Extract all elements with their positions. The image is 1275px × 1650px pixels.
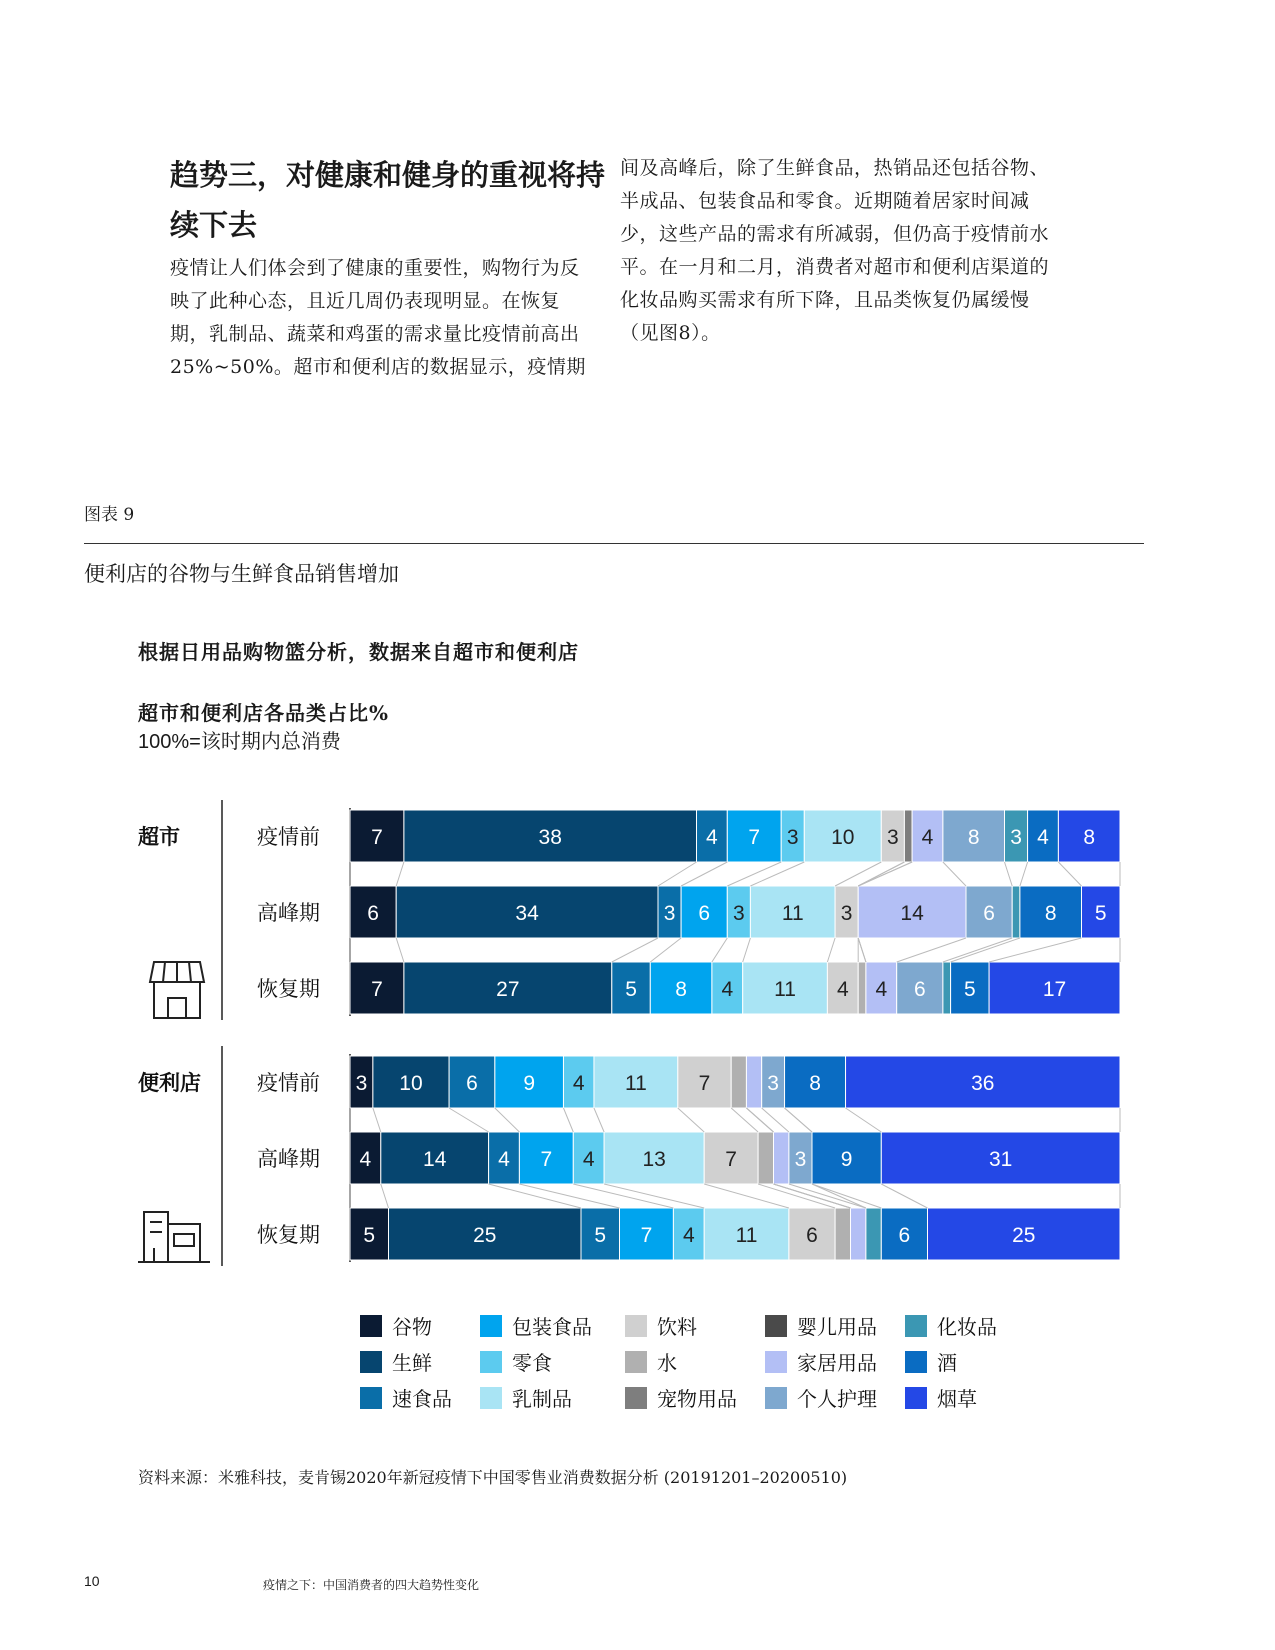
legend-label: 个人护理 bbox=[797, 1387, 877, 1410]
legend-label: 宠物用品 bbox=[657, 1387, 737, 1410]
body-paragraph-left: 疫情让人们体会到了健康的重要性，购物行为反映了此种心态，且近几周仍表现明显。在恢复期，乳制品、蔬菜和鸡蛋的需求量比疫情前高出25%~50%。超市和便利店的数据显示，疫情期 bbox=[170, 257, 586, 378]
segment-value-label: 7 bbox=[748, 826, 761, 849]
segment-value-label: 25 bbox=[1012, 1224, 1036, 1247]
bar-segment bbox=[1012, 886, 1020, 938]
row-label: 高峰期 bbox=[257, 1147, 320, 1171]
segment-value-label: 3 bbox=[840, 902, 853, 925]
segment-value-label: 3 bbox=[355, 1072, 368, 1095]
segment-value-label: 3 bbox=[767, 1072, 779, 1095]
connector-line bbox=[881, 1184, 927, 1208]
supermarket-icon bbox=[150, 962, 204, 1018]
connector-line bbox=[1005, 862, 1013, 886]
legend-swatch bbox=[765, 1387, 787, 1409]
row-label: 疫情前 bbox=[257, 825, 320, 849]
segment-value-label: 7 bbox=[371, 978, 383, 1001]
segment-value-label: 4 bbox=[721, 978, 734, 1001]
group-label: 便利店 bbox=[138, 1070, 201, 1095]
connector-line bbox=[712, 938, 727, 962]
connector-line bbox=[704, 1184, 789, 1208]
connector-line bbox=[1020, 862, 1028, 886]
legend-swatch bbox=[360, 1351, 382, 1373]
footer-title: 疫情之下：中国消费者的四大趋势性变化 bbox=[263, 1578, 480, 1592]
segment-value-label: 14 bbox=[423, 1148, 447, 1171]
segment-value-label: 7 bbox=[640, 1224, 653, 1247]
segment-value-label: 13 bbox=[642, 1148, 666, 1171]
segment-value-label: 11 bbox=[624, 1072, 647, 1095]
bar-segment bbox=[774, 1132, 789, 1184]
section-heading: 趋势三，对健康和健身的重视将持续下去 bbox=[170, 158, 606, 242]
segment-value-label: 36 bbox=[971, 1072, 995, 1095]
connector-line bbox=[951, 938, 1020, 962]
legend-swatch bbox=[625, 1351, 647, 1373]
segment-value-label: 10 bbox=[831, 826, 855, 849]
segment-value-label: 4 bbox=[572, 1072, 585, 1095]
connector-line bbox=[943, 862, 966, 886]
row-label: 恢复期 bbox=[257, 1223, 320, 1247]
segment-value-label: 38 bbox=[538, 826, 562, 849]
row-label: 恢复期 bbox=[257, 977, 320, 1001]
legend-label: 乳制品 bbox=[512, 1387, 572, 1410]
connector-line bbox=[681, 862, 727, 886]
segment-value-label: 7 bbox=[698, 1072, 711, 1095]
segment-value-label: 7 bbox=[371, 826, 383, 849]
connector-line bbox=[594, 1108, 604, 1132]
source-note: 资料来源：米雅科技，麦肯锡2020年新冠疫情下中国零售业消费数据分析 (20191201–20200510) bbox=[138, 1468, 848, 1487]
connector-line bbox=[727, 862, 781, 886]
segment-value-label: 5 bbox=[1094, 902, 1107, 925]
segment-value-label: 5 bbox=[964, 978, 976, 1001]
figure-title: 便利店的谷物与生鲜食品销售增加 bbox=[84, 562, 399, 586]
body-paragraph-right: 间及高峰后，除了生鲜食品，热销品还包括谷物、半成品、包装食品和零食。近期随着居家时间减少，这些产品的需求有所减弱，但仍高于疫情前水平。在一月和二月，消费者对超市和便利店渠道的化妆品购买需求有所下降，且品类恢复仍属缓慢（见图8）。 bbox=[620, 157, 1050, 344]
legend-label: 零食 bbox=[512, 1351, 552, 1375]
segment-value-label: 3 bbox=[733, 902, 745, 925]
connector-line bbox=[846, 1108, 882, 1132]
connector-line bbox=[396, 862, 404, 886]
segment-value-label: 6 bbox=[913, 978, 926, 1001]
segment-value-label: 3 bbox=[794, 1148, 807, 1171]
connector-line bbox=[750, 862, 804, 886]
connector-line bbox=[743, 938, 751, 962]
connector-line bbox=[449, 1108, 488, 1132]
legend-label: 谷物 bbox=[392, 1315, 432, 1339]
segment-value-label: 4 bbox=[582, 1148, 595, 1171]
stacked-bar-chart bbox=[0, 760, 1275, 1410]
row-label: 高峰期 bbox=[257, 901, 320, 925]
chart-title: 根据日用品购物篮分析，数据来自超市和便利店 bbox=[138, 640, 579, 664]
chart-subtitle-note: 100%=该时期内总消费 bbox=[138, 731, 341, 753]
bar-segment bbox=[904, 810, 912, 862]
legend-label: 化妆品 bbox=[937, 1315, 997, 1339]
figure-label: 图表 9 bbox=[84, 505, 135, 525]
bar-segment bbox=[866, 1208, 881, 1260]
connector-line bbox=[785, 1108, 812, 1132]
connector-line bbox=[658, 862, 697, 886]
legend-label: 水 bbox=[657, 1351, 677, 1375]
legend-swatch bbox=[480, 1351, 502, 1373]
connector-line bbox=[381, 1184, 389, 1208]
connector-line bbox=[563, 1108, 573, 1132]
connector-line bbox=[604, 1184, 704, 1208]
figure-divider bbox=[84, 543, 1144, 544]
bar-segment bbox=[746, 1056, 761, 1108]
connector-line bbox=[373, 1108, 381, 1132]
segment-value-label: 4 bbox=[1037, 826, 1049, 849]
connector-line bbox=[396, 938, 404, 962]
bar-segment bbox=[851, 1208, 866, 1260]
connector-line bbox=[858, 938, 866, 962]
connector-line bbox=[612, 938, 658, 962]
legend-label: 生鲜 bbox=[392, 1351, 432, 1375]
segment-value-label: 27 bbox=[496, 978, 520, 1001]
segment-value-label: 11 bbox=[781, 902, 804, 925]
segment-value-label: 10 bbox=[399, 1072, 423, 1095]
segment-value-label: 6 bbox=[898, 1224, 911, 1247]
page-number: 10 bbox=[84, 1573, 100, 1589]
connector-line bbox=[858, 862, 912, 886]
legend-label: 饮料 bbox=[657, 1315, 697, 1339]
bar-segment bbox=[943, 962, 951, 1014]
legend-swatch bbox=[625, 1315, 647, 1337]
legend-label: 烟草 bbox=[937, 1387, 977, 1410]
legend-swatch bbox=[765, 1315, 787, 1337]
segment-value-label: 4 bbox=[836, 978, 849, 1001]
legend-swatch bbox=[905, 1351, 927, 1373]
legend-swatch bbox=[360, 1315, 382, 1337]
legend-swatch bbox=[765, 1351, 787, 1373]
legend-label: 酒 bbox=[937, 1351, 957, 1375]
segment-value-label: 9 bbox=[523, 1072, 536, 1095]
segment-value-label: 17 bbox=[1042, 978, 1067, 1001]
chart-subtitle: 超市和便利店各品类占比% bbox=[138, 701, 390, 725]
segment-value-label: 4 bbox=[682, 1224, 695, 1247]
segment-value-label: 3 bbox=[663, 902, 676, 925]
segment-value-label: 8 bbox=[1044, 902, 1057, 925]
segment-value-label: 4 bbox=[706, 826, 718, 849]
segment-value-label: 6 bbox=[698, 902, 711, 925]
segment-value-label: 6 bbox=[806, 1224, 818, 1247]
segment-value-label: 4 bbox=[498, 1148, 510, 1171]
segment-value-label: 11 bbox=[774, 978, 796, 1001]
legend-swatch bbox=[360, 1387, 382, 1409]
segment-value-label: 25 bbox=[473, 1224, 497, 1247]
segment-value-label: 3 bbox=[887, 826, 899, 849]
segment-value-label: 8 bbox=[809, 1072, 821, 1095]
bar-segment bbox=[758, 1132, 773, 1184]
connector-line bbox=[650, 938, 681, 962]
connector-line bbox=[746, 1108, 773, 1132]
legend-label: 家居用品 bbox=[797, 1351, 877, 1375]
legend-swatch bbox=[905, 1315, 927, 1337]
connector-line bbox=[678, 1108, 704, 1132]
connector-line bbox=[827, 938, 835, 962]
segment-value-label: 34 bbox=[515, 902, 539, 925]
bar-segment bbox=[835, 1208, 850, 1260]
legend-label: 包装食品 bbox=[512, 1315, 592, 1339]
segment-value-label: 4 bbox=[359, 1148, 372, 1171]
segment-value-label: 6 bbox=[466, 1072, 478, 1095]
convenience-store-icon bbox=[138, 1212, 210, 1262]
segment-value-label: 11 bbox=[735, 1224, 758, 1247]
group-label: 超市 bbox=[138, 824, 180, 849]
legend-swatch bbox=[625, 1387, 647, 1409]
segment-value-label: 3 bbox=[786, 826, 799, 849]
segment-value-label: 5 bbox=[625, 978, 637, 1001]
connector-line bbox=[573, 1184, 673, 1208]
segment-value-label: 8 bbox=[967, 826, 980, 849]
segment-value-label: 6 bbox=[367, 902, 379, 925]
segment-value-label: 5 bbox=[363, 1224, 376, 1247]
segment-value-label: 6 bbox=[983, 902, 995, 925]
segment-value-label: 4 bbox=[921, 826, 934, 849]
segment-value-label: 7 bbox=[540, 1148, 553, 1171]
connector-line bbox=[1058, 862, 1081, 886]
segment-value-label: 9 bbox=[840, 1148, 853, 1171]
segment-value-label: 5 bbox=[594, 1224, 607, 1247]
segment-value-label: 4 bbox=[875, 978, 888, 1001]
bar-segment bbox=[731, 1056, 746, 1108]
connector-line bbox=[762, 1108, 789, 1132]
connector-line bbox=[495, 1108, 520, 1132]
legend-label: 婴儿用品 bbox=[797, 1315, 877, 1339]
segment-value-label: 3 bbox=[1010, 826, 1022, 849]
legend-swatch bbox=[905, 1387, 927, 1409]
row-label: 疫情前 bbox=[257, 1071, 320, 1095]
connector-line bbox=[789, 1184, 866, 1208]
bar-segment bbox=[858, 962, 866, 1014]
segment-value-label: 31 bbox=[988, 1148, 1013, 1171]
segment-value-label: 8 bbox=[1083, 826, 1096, 849]
legend-swatch bbox=[480, 1315, 502, 1337]
segment-value-label: 8 bbox=[675, 978, 687, 1001]
connector-line bbox=[835, 862, 881, 886]
legend-label: 速食品 bbox=[392, 1387, 452, 1410]
connector-line bbox=[731, 1108, 758, 1132]
connector-line bbox=[897, 938, 966, 962]
legend-swatch bbox=[480, 1387, 502, 1409]
segment-value-label: 7 bbox=[725, 1148, 737, 1171]
segment-value-label: 14 bbox=[900, 902, 924, 925]
